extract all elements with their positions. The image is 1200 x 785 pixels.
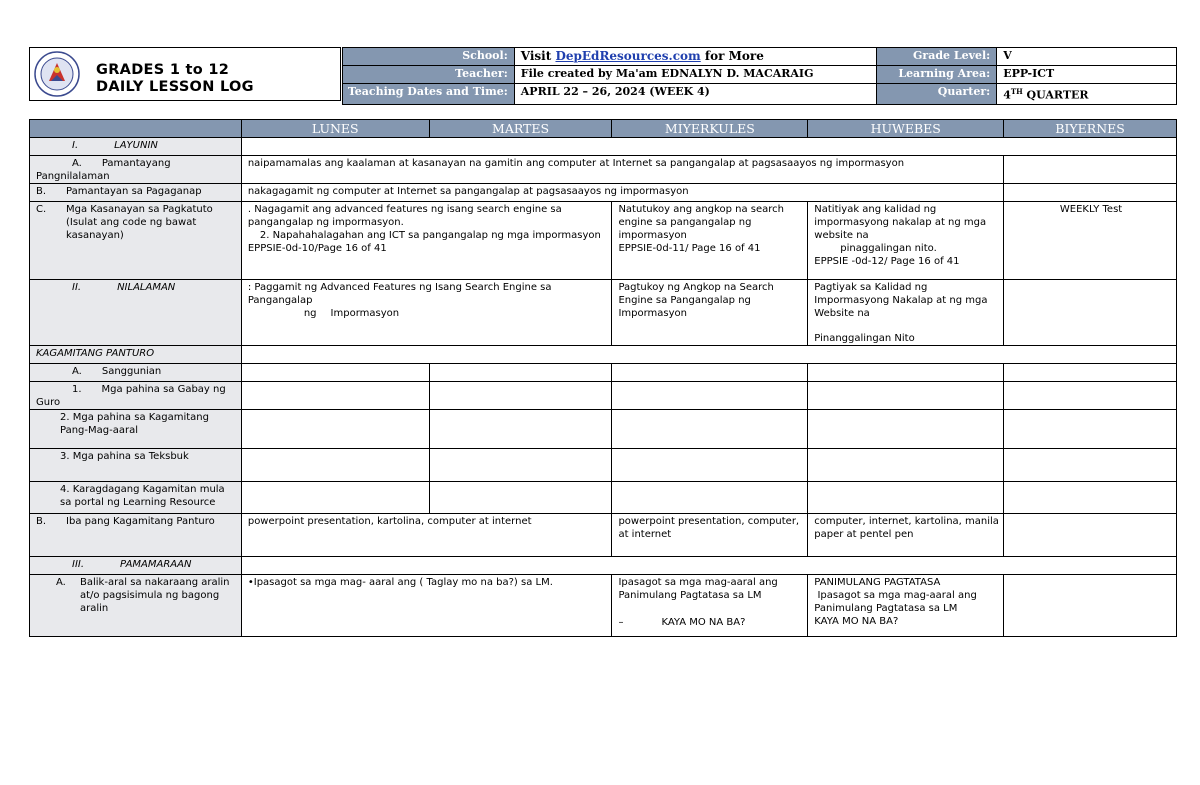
kagamitang-panturo-content (241, 346, 1176, 364)
cell (429, 364, 612, 382)
balik-aral-huwebes (808, 575, 1004, 637)
biyernes-cell (1004, 514, 1177, 557)
table-row (30, 184, 1177, 202)
cell (612, 482, 808, 514)
row-kasanayan-label (30, 202, 242, 280)
school-label: School: (343, 48, 515, 66)
cell (241, 482, 429, 514)
row-iba-pang-label (30, 514, 242, 557)
row-num: C. (36, 204, 47, 215)
row-pamantayan-pagganap-label (30, 184, 242, 202)
table-row (30, 156, 1177, 184)
table-row (30, 202, 1177, 280)
kasanayan-huwebes-code: EPPSIE -0d-12/ Page 16 of 41 (814, 256, 960, 267)
table-row (30, 557, 1177, 575)
nilalaman-huwebes-line2: Pinanggalingan Nito (814, 333, 915, 344)
lesson-log-table (29, 119, 1177, 637)
page-title (96, 62, 254, 96)
kasanayan-lunes (241, 202, 612, 280)
row-num: A. (72, 366, 82, 377)
cell (241, 364, 429, 382)
row-karagdagang-label (30, 482, 242, 514)
balik-aral-miyerkules-text: Ipasagot sa mga mag-aaral ang Panimulang Pagtatasa sa LM (618, 577, 778, 601)
balik-aral-lunes: •Ipasagot sa mga mag- aaral ang ( Taglay mo na ba?) sa LM. (241, 575, 612, 637)
biyernes-cell (1004, 184, 1177, 202)
table-row (30, 575, 1177, 637)
table-row (30, 382, 1177, 410)
pamantayang-nilalaman-value: naipamamalas ang kaalaman at kasanayan na gamitin ang computer at Internet sa pangangalap at pagsasaayos ng impormasyon (241, 156, 1003, 184)
cell (808, 410, 1004, 449)
quarter-label: Quarter: (877, 84, 997, 105)
dates-label: Teaching Dates and Time: (343, 84, 515, 105)
cell (429, 482, 612, 514)
teacher-value: File created by Ma'am EDNALYN D. MACARAIG (514, 66, 877, 84)
row-label: PAMAMARAAN (120, 559, 192, 570)
day-lunes: LUNES (241, 120, 429, 138)
pamamaraan-content (241, 557, 1176, 575)
row-balik-aral-label (30, 575, 242, 637)
cell (1004, 449, 1177, 482)
deped-seal-icon (34, 51, 80, 97)
dash: – (618, 617, 624, 628)
day-miyerkules: MIYERKULES (612, 120, 808, 138)
balik-aral-miyerkules-kaya: KAYA MO NA BA? (661, 617, 746, 628)
kasanayan-lunes-line2: 2. Napahahalagahan ang ICT sa pangangalap ng mga impormasyon (259, 230, 601, 241)
cell (1004, 482, 1177, 514)
row-layunin-label (30, 138, 242, 156)
row-pamamaraan-label (30, 557, 242, 575)
row-label: Balik-aral sa nakaraang aralin at/o pagsisimula ng bagong aralin (80, 577, 230, 614)
table-row (30, 410, 1177, 449)
kasanayan-huwebes-text: Natitiyak ang kalidad ng impormasyong nakalap at ng mga website na (814, 204, 987, 241)
row-sanggunian-label (30, 364, 242, 382)
kasanayan-huwebes-text2: pinaggalingan nito. (840, 243, 937, 254)
row-teksbuk-label (30, 449, 242, 482)
cell (429, 382, 612, 410)
kasanayan-huwebes (808, 202, 1004, 280)
biyernes-cell (1004, 156, 1177, 184)
nilalaman-lunes-line1: : Paggamit ng Advanced Features ng Isang Search Engine sa Pangangalap (247, 282, 552, 306)
teacher-label: Teacher: (343, 66, 515, 84)
balik-aral-miyerkules (612, 575, 808, 637)
row-num-wrap (36, 576, 66, 615)
biyernes-cell (1004, 575, 1177, 637)
learning-area-value: EPP-ICT (997, 66, 1177, 84)
nilalaman-miyerkules: Pagtukoy ng Angkop na Search Engine sa Pangangalap ng Impormasyon (612, 280, 808, 346)
table-row (30, 364, 1177, 382)
row-num: II. (72, 282, 82, 293)
kasanayan-miyerkules-text: Natutukoy ang angkop na search engine sa pangangalap ng impormasyon (618, 204, 784, 241)
cell (612, 364, 808, 382)
table-row (30, 346, 1177, 364)
grade-level-value: V (997, 48, 1177, 66)
row-label: Pamantayan sa Pagaganap (66, 186, 202, 197)
row-label: NILALAMAN (117, 282, 176, 293)
table-row (30, 138, 1177, 156)
pamantayan-pagganap-value: nakagagamit ng computer at Internet sa pangangalap at pagsasaayos ng impormasyon (241, 184, 1003, 202)
school-value (514, 48, 877, 66)
day-martes: MARTES (429, 120, 612, 138)
row-num: B. (36, 186, 47, 197)
cell (241, 449, 429, 482)
title-line1: GRADES 1 to 12 (96, 62, 230, 78)
cell (612, 449, 808, 482)
row-num: A. (56, 577, 66, 588)
quarter-sup: TH (1010, 87, 1023, 96)
table-row (30, 482, 1177, 514)
row-num: B. (36, 516, 47, 527)
kasanayan-lunes-line1: . Nagagamit ang advanced features ng isang search engine sa pangangalap ng impormasyon. (247, 204, 562, 228)
row-label: Mga Kasanayan sa Pagkatuto (Isulat ang code ng bawat kasanayan) (66, 204, 213, 241)
learning-area-label: Learning Area: (877, 66, 997, 84)
dates-value: APRIL 22 – 26, 2024 (WEEK 4) (514, 84, 877, 105)
cell (612, 382, 808, 410)
day-huwebes: HUWEBES (808, 120, 1004, 138)
depedresources-link[interactable]: DepEdResources.com (555, 49, 701, 63)
kasanayan-miyerkules (612, 202, 808, 280)
row-label: Mga pahina sa Gabay ng Guro (36, 384, 226, 408)
nilalaman-huwebes (808, 280, 1004, 346)
row-kagamitang-panturo-label: KAGAMITANG PANTURO (30, 346, 242, 364)
balik-aral-huwebes-text: Ipasagot sa mga mag-aaral ang Panimulang Pagtatasa sa LM (814, 590, 980, 614)
row-num: A. (72, 158, 82, 169)
row-label: Iba pang Kagamitang Panturo (66, 516, 215, 527)
table-row (30, 280, 1177, 346)
cell (808, 449, 1004, 482)
biyernes-cell (1004, 280, 1177, 346)
header-info-table (342, 47, 1177, 105)
row-num: III. (72, 559, 85, 570)
row-label: 4. Karagdagang Kagamitan mula sa portal ng Learning Resource (60, 484, 225, 508)
cell (612, 410, 808, 449)
cell (808, 364, 1004, 382)
iba-pang-miyerkules: powerpoint presentation, computer, at internet (612, 514, 808, 557)
row-num: 1. (72, 384, 82, 395)
row-kagamitang-mag-aaral-label (30, 410, 242, 449)
nilalaman-huwebes-line1: Pagtiyak sa Kalidad ng Impormasyong Nakalap at ng mga Website na (814, 282, 988, 319)
table-row (30, 449, 1177, 482)
quarter-num: 4 (1003, 88, 1011, 102)
cell (429, 449, 612, 482)
school-prefix: Visit (520, 49, 556, 63)
row-gabay-label (30, 382, 242, 410)
day-biyernes: BIYERNES (1004, 120, 1177, 138)
iba-pang-lunes: powerpoint presentation, kartolina, computer at internet (241, 514, 612, 557)
row-label: Sanggunian (101, 366, 162, 377)
quarter-suffix: QUARTER (1022, 88, 1089, 102)
title-box (29, 47, 341, 101)
title-line2: DAILY LESSON LOG (96, 79, 254, 95)
grade-level-label: Grade Level: (877, 48, 997, 66)
kasanayan-miyerkules-code: EPPSIE-0d-11/ Page 16 of 41 (618, 243, 761, 254)
days-header-row (30, 120, 1177, 138)
nilalaman-lunes-line2: Impormasyon (330, 308, 400, 319)
row-label: 2. Mga pahina sa Kagamitang Pang-Mag-aaral (60, 412, 209, 436)
row-label: Pamantayang Pangnilalaman (36, 158, 171, 182)
row-pamantayang-nilalaman-label (30, 156, 242, 184)
row-label: 3. Mga pahina sa Teksbuk (60, 451, 189, 462)
row-nilalaman-label (30, 280, 242, 346)
quarter-value (997, 84, 1177, 105)
cell (1004, 410, 1177, 449)
cell (241, 410, 429, 449)
cell (808, 382, 1004, 410)
cell (241, 382, 429, 410)
cell (808, 482, 1004, 514)
row-num: I. (72, 140, 79, 151)
school-suffix: for More (700, 49, 764, 63)
kasanayan-lunes-code: EPPSIE-0d-10/Page 16 of 41 (247, 243, 387, 254)
cell (1004, 364, 1177, 382)
iba-pang-huwebes: computer, internet, kartolina, manila paper at pentel pen (808, 514, 1004, 557)
balik-aral-huwebes-kaya: KAYA MO NA BA? (814, 616, 899, 627)
row-label: LAYUNIN (114, 140, 158, 151)
cell (1004, 382, 1177, 410)
nilalaman-lunes-ng: ng (303, 308, 317, 319)
nilalaman-lunes (241, 280, 612, 346)
balik-aral-huwebes-title: PANIMULANG PAGTATASA (814, 577, 941, 588)
row-layunin-content (241, 138, 1176, 156)
kasanayan-biyernes: WEEKLY Test (1004, 202, 1177, 280)
header-blank (30, 120, 242, 138)
cell (429, 410, 612, 449)
table-row (30, 514, 1177, 557)
